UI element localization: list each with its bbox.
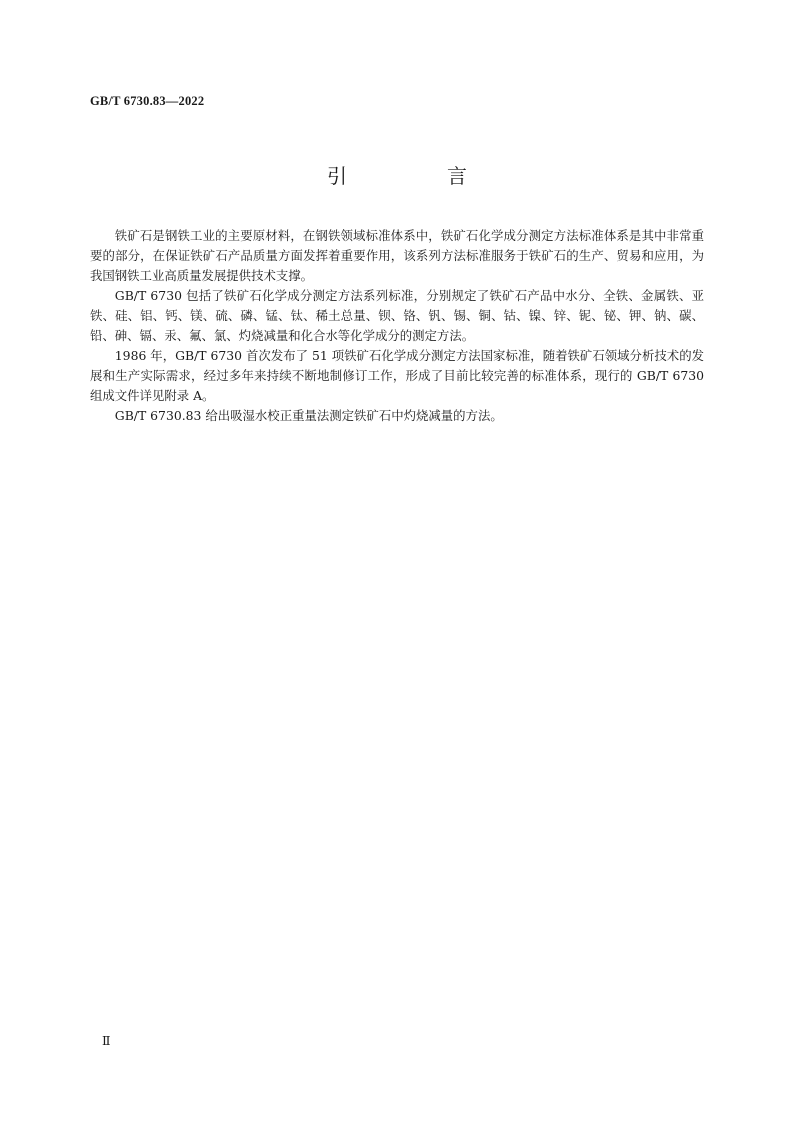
page-title: 引 言 <box>327 164 507 188</box>
page-number: Ⅱ <box>102 1034 111 1048</box>
paragraph-2: GB/T 6730 包括了铁矿石化学成分测定方法系列标准，分别规定了铁矿石产品中水分、全铁、金属铁、亚铁、硅、铝、钙、镁、硫、磷、锰、钛、稀土总量、钡、铬、钒、锡、铜、钴、镍、锌、铌、铋、钾、钠、碳、铅、砷、镉、汞、氟、氯、灼烧减量和化合水等化学成分的测定方法。 <box>90 288 704 343</box>
introduction-body <box>90 226 704 426</box>
paragraph-3: 1986 年，GB/T 6730 首次发布了 51 项铁矿石化学成分测定方法国家标准，随着铁矿石领域分析技术的发展和生产实际需求，经过多年来持续不断地制修订工作，形成了目前比较完善的标准体系，现行的 GB/T 6730 组成文件详见附录 A。 <box>90 348 704 403</box>
paragraph-1: 铁矿石是钢铁工业的主要原材料，在钢铁领域标准体系中，铁矿石化学成分测定方法标准体系是其中非常重要的部分，在保证铁矿石产品质量方面发挥着重要作用，该系列方法标准服务于铁矿石的生产、贸易和应用，为我国钢铁工业高质量发展提供技术支撑。 <box>90 228 704 283</box>
paragraph-4: GB/T 6730.83 给出吸湿水校正重量法测定铁矿石中灼烧减量的方法。 <box>114 408 503 423</box>
standard-code-header: GB/T 6730.83—2022 <box>90 94 205 108</box>
